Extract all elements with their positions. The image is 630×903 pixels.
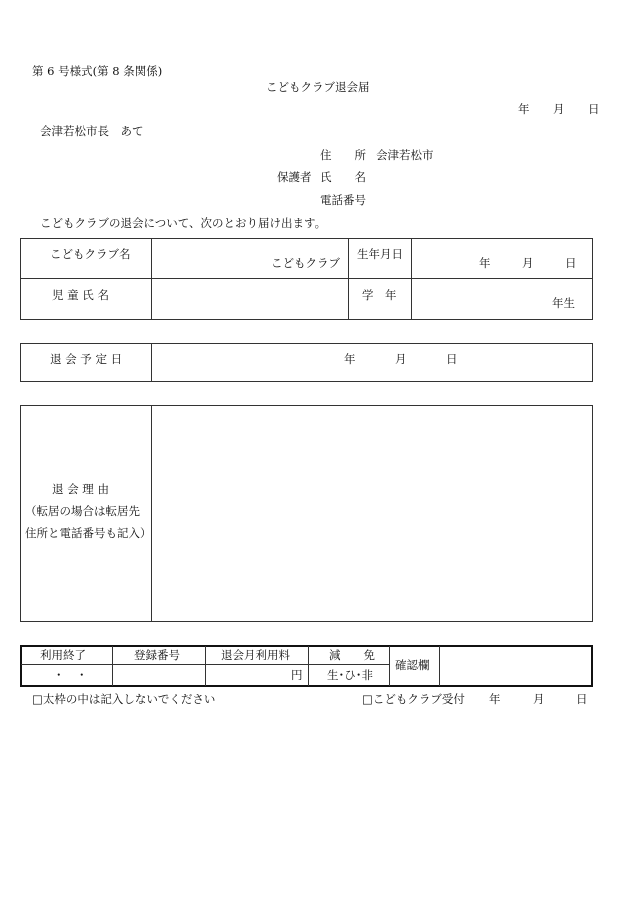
col-fee-label: 退会月利用料	[221, 648, 290, 662]
reason-label: 退 会 理 由	[52, 482, 109, 496]
col-confirm-label: 確認欄	[395, 658, 430, 672]
receipt-year: 年	[489, 692, 501, 706]
address-label: 住 所	[320, 148, 366, 162]
receipt-label: □こどもクラブ受付	[362, 692, 465, 706]
exempt-value: 生･ひ･非	[327, 668, 373, 682]
child-name-label: 児 童 氏 名	[52, 288, 109, 302]
grade-suffix[interactable]: 年生	[552, 296, 575, 310]
date-day-label: 日	[588, 102, 600, 116]
reason-note-2: 住所と電話番号も記入）	[25, 526, 152, 540]
receipt-day: 日	[576, 692, 588, 706]
birthdate-label: 生年月日	[357, 247, 403, 261]
form-title: こどもクラブ退会届	[266, 80, 370, 94]
club-suffix[interactable]: こどもクラブ	[271, 256, 340, 270]
end-value: ・ ・	[53, 668, 88, 682]
name-label: 氏 名	[320, 170, 366, 184]
addressee: 会津若松市長 あて	[40, 124, 144, 138]
withdrawal-month[interactable]: 月	[395, 352, 407, 366]
date-month-label: 月	[553, 102, 565, 116]
phone-label: 電話番号	[320, 193, 366, 207]
col-reg-label: 登録番号	[134, 648, 180, 662]
withdrawal-date-label: 退 会 予 定 日	[50, 352, 123, 366]
office-use-table	[20, 645, 593, 687]
col-exempt-label: 減 免	[329, 648, 375, 662]
club-name-label: こどもクラブ名	[50, 247, 131, 261]
birth-year-label[interactable]: 年	[479, 256, 491, 270]
footer-note: □太枠の中は記入しないでください	[32, 692, 216, 706]
withdrawal-year[interactable]: 年	[344, 352, 356, 366]
address-value: 会津若松市	[376, 148, 434, 162]
grade-label: 学 年	[362, 288, 397, 302]
guardian-label: 保護者	[277, 170, 312, 184]
date-year-label: 年	[518, 102, 530, 116]
fee-unit: 円	[291, 668, 303, 682]
birth-month-label[interactable]: 月	[522, 256, 534, 270]
withdrawal-day[interactable]: 日	[446, 352, 458, 366]
col-end-label: 利用終了	[40, 648, 86, 662]
intro-text: こどもクラブの退会について、次のとおり届け出ます。	[40, 216, 327, 230]
reason-note-1: （転居の場合は転居先	[25, 504, 140, 518]
receipt-month: 月	[533, 692, 545, 706]
reason-input[interactable]	[160, 412, 586, 616]
birth-day-label[interactable]: 日	[565, 256, 577, 270]
form-number: 第 6 号様式(第 8 条関係)	[32, 64, 163, 78]
